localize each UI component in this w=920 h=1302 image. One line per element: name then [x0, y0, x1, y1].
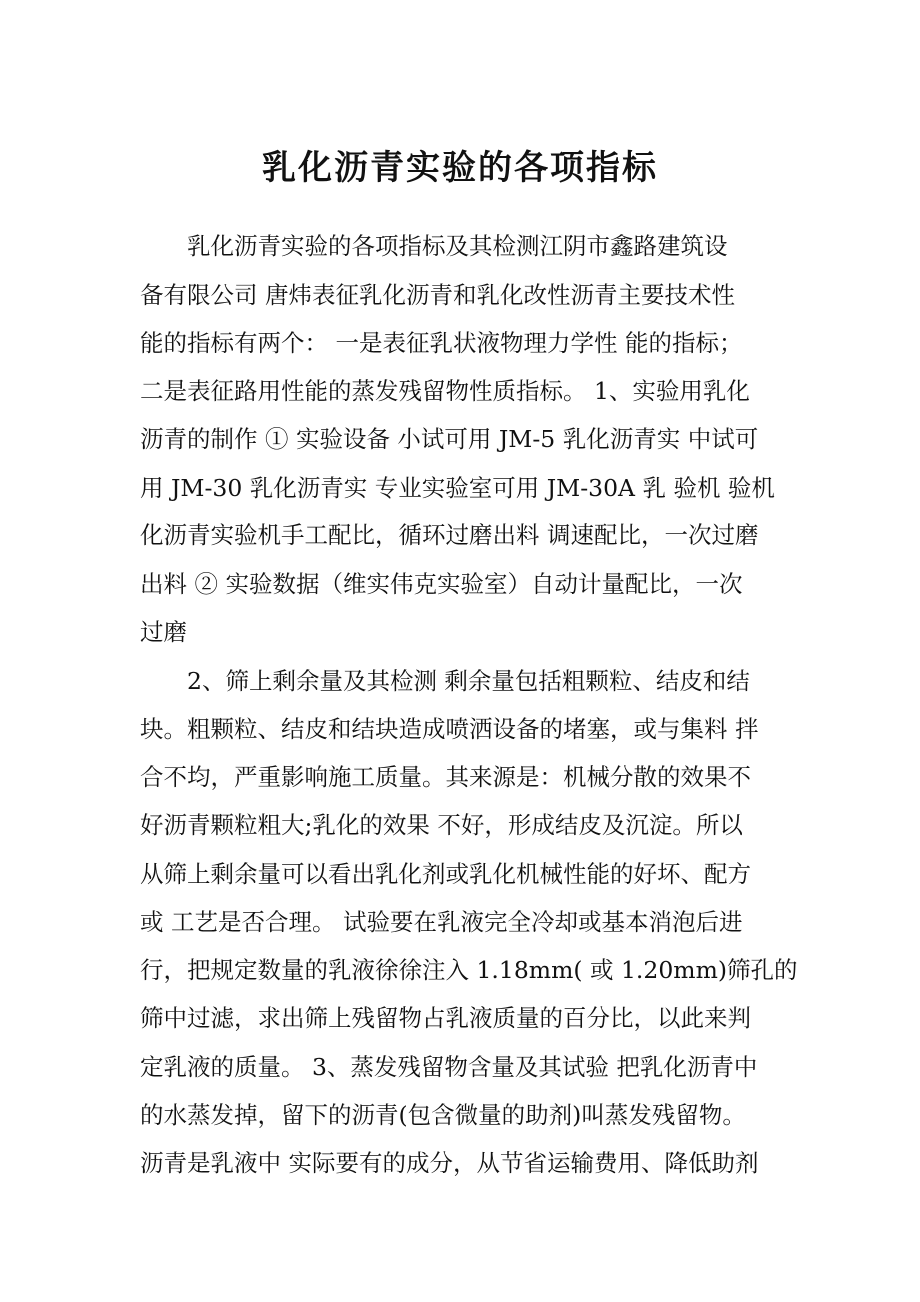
- paragraph-line-18: 定乳液的质量。 3、蒸发残留物含量及其试验 把乳化沥青中: [140, 1053, 758, 1081]
- document-title: 乳化沥青实验的各项指标: [262, 148, 658, 188]
- paragraph-line-7: 化沥青实验机手工配比，循环过磨出料 调速配比，一次过磨: [140, 521, 759, 549]
- paragraph-line-1: 乳化沥青实验的各项指标及其检测江阴市鑫路建筑设: [187, 232, 728, 260]
- paragraph-line-16: 行，把规定数量的乳液徐徐注入 1.18mm( 或 1.20mm)筛孔的: [140, 956, 798, 984]
- paragraph-line-6: 用 JM-30 乳化沥青实 专业实验室可用 JM-30A 乳 验机 验机: [140, 474, 775, 502]
- paragraph-line-14: 从筛上剩余量可以看出乳化剂或乳化机械性能的好坏、配方: [140, 860, 751, 888]
- paragraph-line-17: 筛中过滤，求出筛上残留物占乳液质量的百分比，以此来判: [140, 1004, 751, 1032]
- paragraph-line-20: 沥青是乳液中 实际要有的成分，从节省运输费用、降低助剂: [140, 1149, 759, 1177]
- paragraph-line-4: 二是表征路用性能的蒸发残留物性质指标。 1、实验用乳化: [140, 377, 750, 405]
- paragraph-line-13: 好沥青颗粒粗大;乳化的效果 不好，形成结皮及沉淀。所以: [140, 811, 743, 839]
- paragraph-line-3: 能的指标有两个： 一是表征乳状液物理力学性 能的指标；: [140, 329, 743, 357]
- paragraph-line-5: 沥青的制作 ① 实验设备 小试可用 JM-5 乳化沥青实 中试可: [140, 425, 759, 453]
- paragraph-line-2: 备有限公司 唐炜表征乳化沥青和乳化改性沥青主要技术性: [140, 281, 735, 309]
- paragraph-line-15: 或 工艺是否合理。 试验要在乳液完全冷却或基本消泡后进: [140, 908, 743, 936]
- paragraph-line-9: 过磨: [140, 618, 187, 646]
- paragraph-line-10: 2、筛上剩余量及其检测 剩余量包括粗颗粒、结皮和结: [187, 667, 750, 695]
- paragraph-line-11: 块。粗颗粒、结皮和结块造成喷洒设备的堵塞，或与集料 拌: [140, 715, 759, 743]
- paragraph-line-8: 出料 ② 实验数据（维实伟克实验室）自动计量配比，一次: [140, 570, 743, 598]
- paragraph-line-19: 的水蒸发掉，留下的沥青(包含微量的助剂)叫蒸发残留物。: [140, 1101, 746, 1129]
- paragraph-line-12: 合不均，严重影响施工质量。其来源是：机械分散的效果不: [140, 763, 751, 791]
